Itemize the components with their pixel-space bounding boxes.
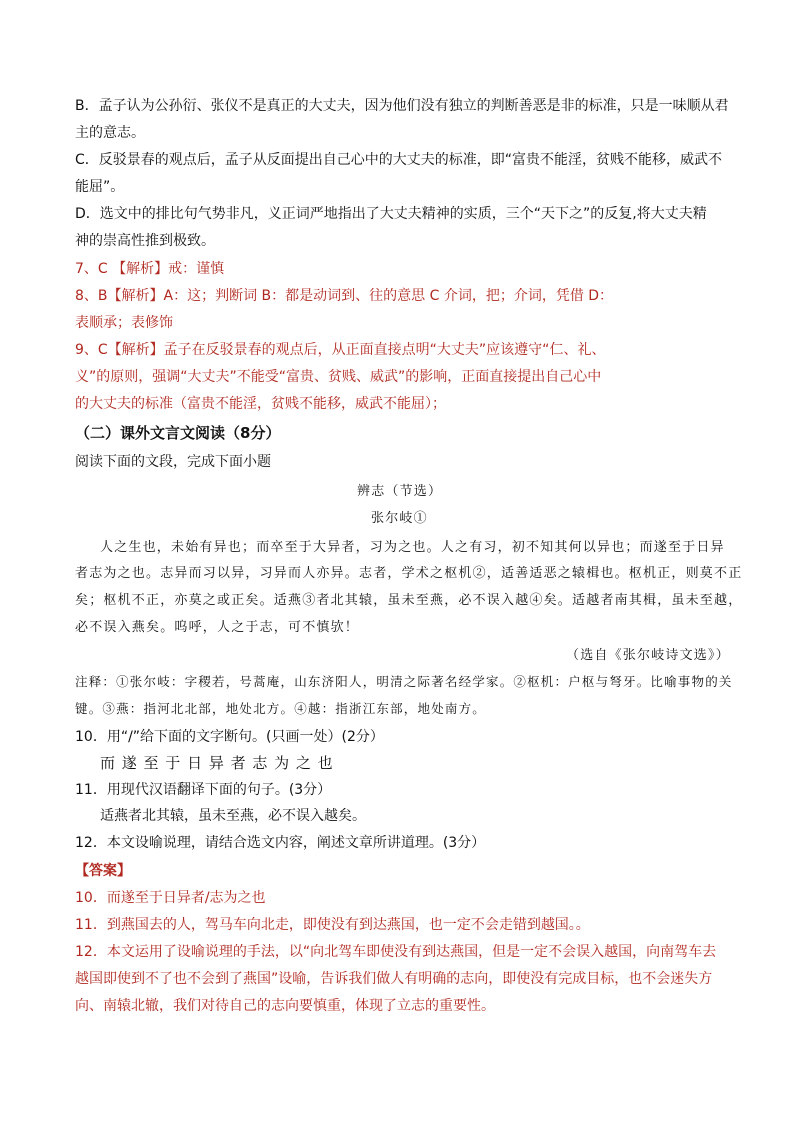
answer-12-line-2: 越国即使到不了也不会到了燕国”设喻，告诉我们做人有明确的志向，即使没有完成目标，也不会迷失方 — [75, 971, 713, 987]
passage-line-1: 人之生也，未始有异也；而卒至于大异者，习为之也。人之有习，初不知其何以异也；而遂至于日异 — [100, 540, 725, 555]
question-12: 12．本文设喻说理，请结合选文内容，阐述文章所讲道理。(3分） — [75, 835, 486, 851]
answer-9-line-1: 9、C【解析】孟子在反驳景春的观点后，从正面直接点明“大丈夫”应该遵守“仁、礼、 — [75, 342, 606, 358]
passage-source: （选自《张尔岐诗文选》） — [566, 648, 730, 663]
passage-note-2: 键。③燕：指河北北部，地处北方。④越：指浙江东部，地处南方。 — [75, 701, 487, 716]
answer-7: 7、C 【解析】戒：谨慎 — [75, 261, 225, 277]
question-11-text: 适燕者北其辕，虽未至燕，必不误入越矣。 — [100, 808, 366, 824]
option-b-line-2: 主的意志。 — [75, 125, 145, 141]
passage-line-4: 必不误入燕矣。呜呼，人之于志，可不慎欤！ — [75, 620, 360, 635]
option-d-line-2: 神的崇高性推到极致。 — [75, 233, 215, 249]
passage-author: 张尔岐① — [371, 511, 428, 526]
answer-12-line-1: 12．本文运用了设喻说理的手法，以“向北驾车即使没有到达燕国，但是一定不会误入越国，向南驾车去 — [75, 944, 717, 960]
answer-label: 【答案】 — [75, 863, 131, 879]
passage-title: 辨志（节选） — [357, 484, 443, 499]
question-10: 10．用“/”给下面的文字断句。(只画一处）(2分） — [75, 729, 384, 745]
option-c-line-2: 能屈”。 — [75, 179, 125, 195]
answer-9-line-2: 义”的原则，强调“大丈夫”不能受“富贵、贫贱、威武”的影响，正面直接提出自己心中 — [75, 369, 602, 385]
option-c-line-1: C．反驳景春的观点后，孟子从反面提出自己心中的大丈夫的标准，即“富贵不能淫，贫贱不能移，威武不 — [75, 152, 723, 168]
answer-9-line-3: 的大丈夫的标准（富贵不能淫，贫贱不能移，威武不能屈）； — [75, 396, 446, 412]
option-b-line-1: B．孟子认为公孙衍、张仪不是真正的大丈夫，因为他们没有独立的判断善恶是非的标准，只是一味顺从君 — [75, 98, 729, 114]
answer-8-line-1: 8、B【解析】A：这；判断词 B：都是动词到、往的意思 C 介词，把；介词，凭借 D： — [75, 288, 614, 304]
reading-instruction: 阅读下面的文段，完成下面小题 — [75, 454, 271, 470]
answer-10: 10．而遂至于日异者/志为之也 — [75, 890, 266, 906]
passage-note-1: 注释：①张尔岐：字稷若，号蒿庵，山东济阳人，明清之际著名经学家。②枢机：户枢与弩牙。比喻事物的关 — [75, 674, 733, 689]
passage-line-2: 者志为之也。志异而习以异，习异而人亦异。志者，学术之枢机②，适善适恶之辕楫也。枢机正，则莫不正 — [75, 566, 743, 581]
question-10-text: 而 遂 至 于 日 异 者 志 为 之 也 — [100, 754, 334, 772]
answer-8-line-2: 表顺承；表修饰 — [75, 315, 173, 331]
answer-11: 11．到燕国去的人，驾马车向北走，即使没有到达燕国，也一定不会走错到越国。。 — [75, 917, 590, 933]
option-d-line-1: D．选文中的排比句气势非凡，义正词严地指出了大丈夫精神的实质，三个“天下之”的反复,将大丈夫精 — [75, 206, 707, 222]
section-heading: （二）课外文言文阅读（8分） — [75, 424, 281, 442]
answer-12-line-3: 向、南辕北辙，我们对待自己的志向要慎重，体现了立志的重要性。 — [75, 998, 495, 1014]
passage-line-3: 矣；枢机不正，亦莫之或正矣。适燕③者北其辕，虽未至燕，必不误入越④矣。适越者南其楫，虽未至越， — [75, 593, 743, 608]
question-11: 11．用现代汉语翻译下面的句子。(3分） — [75, 782, 332, 798]
